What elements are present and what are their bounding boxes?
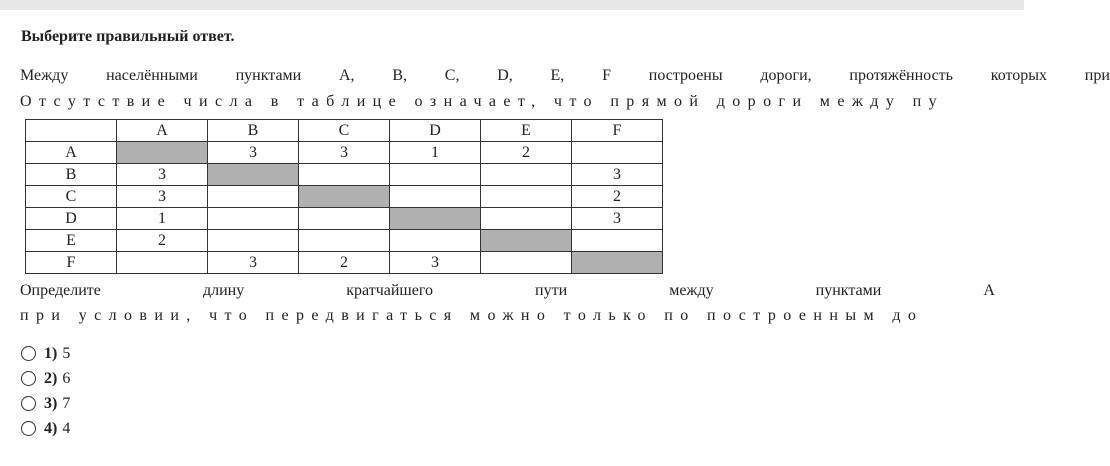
column-header [26, 120, 117, 142]
column-header: E [481, 120, 572, 142]
intro-word: пунктами [235, 67, 302, 84]
question-text [20, 282, 995, 300]
task-heading: Выберите правильный ответ. [21, 28, 235, 45]
distance-cell [208, 208, 299, 230]
distance-cell: 2 [481, 142, 572, 164]
distance-cell: 1 [117, 208, 208, 230]
distance-cell: 3 [299, 142, 390, 164]
distance-cell: 2 [572, 186, 663, 208]
distance-cell: 3 [117, 186, 208, 208]
question-word: кратчайшего [346, 282, 433, 299]
row-header: D [26, 208, 117, 230]
intro-word: F [602, 67, 611, 84]
intro-word: протяжённость [849, 67, 953, 84]
answer-value: 7 [62, 394, 71, 412]
distance-cell: 2 [117, 230, 208, 252]
row-header: F [26, 252, 117, 274]
distance-cell: 2 [299, 252, 390, 274]
distance-cell [208, 230, 299, 252]
distance-cell [390, 230, 481, 252]
distance-cell [117, 252, 208, 274]
radio-button[interactable] [21, 421, 36, 436]
diagonal-cell [208, 164, 299, 186]
intro-word: C, [444, 67, 460, 84]
answer-option-4[interactable] [21, 416, 70, 441]
top-bar [0, 0, 1024, 10]
row-header: B [26, 164, 117, 186]
table-row [26, 186, 663, 208]
intro-word: дороги, [760, 67, 812, 84]
intro-word: D, [497, 67, 513, 84]
diagonal-cell [117, 142, 208, 164]
table-row [26, 208, 663, 230]
distance-cell [572, 142, 663, 164]
intro-word: B, [392, 67, 407, 84]
intro-word: населёнными [106, 67, 198, 84]
diagonal-cell [481, 230, 572, 252]
question-word: длину [202, 282, 245, 299]
row-header: A [26, 142, 117, 164]
distance-cell: 3 [208, 142, 299, 164]
intro-word: Между [20, 67, 69, 84]
diagonal-cell [572, 252, 663, 274]
radio-button[interactable] [21, 396, 36, 411]
column-header: A [117, 120, 208, 142]
distance-cell [299, 208, 390, 230]
column-header: D [390, 120, 481, 142]
distance-cell [208, 186, 299, 208]
distance-cell [572, 230, 663, 252]
answer-number: 4) [44, 419, 58, 437]
distance-cell [481, 252, 572, 274]
diagonal-cell [390, 208, 481, 230]
distance-cell [390, 164, 481, 186]
question-word: A [983, 282, 995, 299]
table-row [26, 230, 663, 252]
distance-cell: 3 [572, 208, 663, 230]
distance-cell [481, 208, 572, 230]
answer-options [21, 341, 70, 441]
answer-value: 4 [62, 419, 71, 437]
question-word: пути [535, 282, 568, 299]
distance-cell [390, 186, 481, 208]
intro-word: которых [990, 67, 1048, 84]
column-header: C [299, 120, 390, 142]
column-header: F [572, 120, 663, 142]
table-row [26, 252, 663, 274]
table-header-row [26, 120, 663, 142]
distance-cell [481, 186, 572, 208]
answer-option-1[interactable] [21, 341, 70, 366]
intro-text-continued: Отсутствие числа в таблице означает, что прямой дороги между пу [20, 93, 944, 110]
answer-number: 2) [44, 369, 58, 387]
distance-cell [299, 164, 390, 186]
intro-word: построены [648, 67, 723, 84]
distance-cell: 1 [390, 142, 481, 164]
question-word: Определите [20, 282, 101, 299]
column-header: B [208, 120, 299, 142]
intro-word: A, [339, 67, 355, 84]
distance-cell: 3 [208, 252, 299, 274]
radio-button[interactable] [21, 371, 36, 386]
answer-option-2[interactable] [21, 366, 70, 391]
answer-number: 1) [44, 344, 58, 362]
question-word: пунктами [815, 282, 882, 299]
question-word: между [669, 282, 714, 299]
answer-value: 5 [62, 344, 71, 362]
table-row [26, 164, 663, 186]
distance-cell: 3 [117, 164, 208, 186]
intro-word: E, [550, 67, 565, 84]
question-text-continued: при условии, что передвигаться можно только по построенным до [20, 307, 924, 324]
distance-table [25, 119, 663, 274]
intro-text [20, 67, 1110, 85]
distance-cell [299, 230, 390, 252]
distance-cell [481, 164, 572, 186]
diagonal-cell [299, 186, 390, 208]
distance-cell: 3 [572, 164, 663, 186]
table-row [26, 142, 663, 164]
intro-word: при [1084, 67, 1110, 84]
radio-button[interactable] [21, 346, 36, 361]
row-header: E [26, 230, 117, 252]
answer-number: 3) [44, 394, 58, 412]
answer-option-3[interactable] [21, 391, 70, 416]
row-header: C [26, 186, 117, 208]
answer-value: 6 [62, 369, 71, 387]
distance-cell: 3 [390, 252, 481, 274]
